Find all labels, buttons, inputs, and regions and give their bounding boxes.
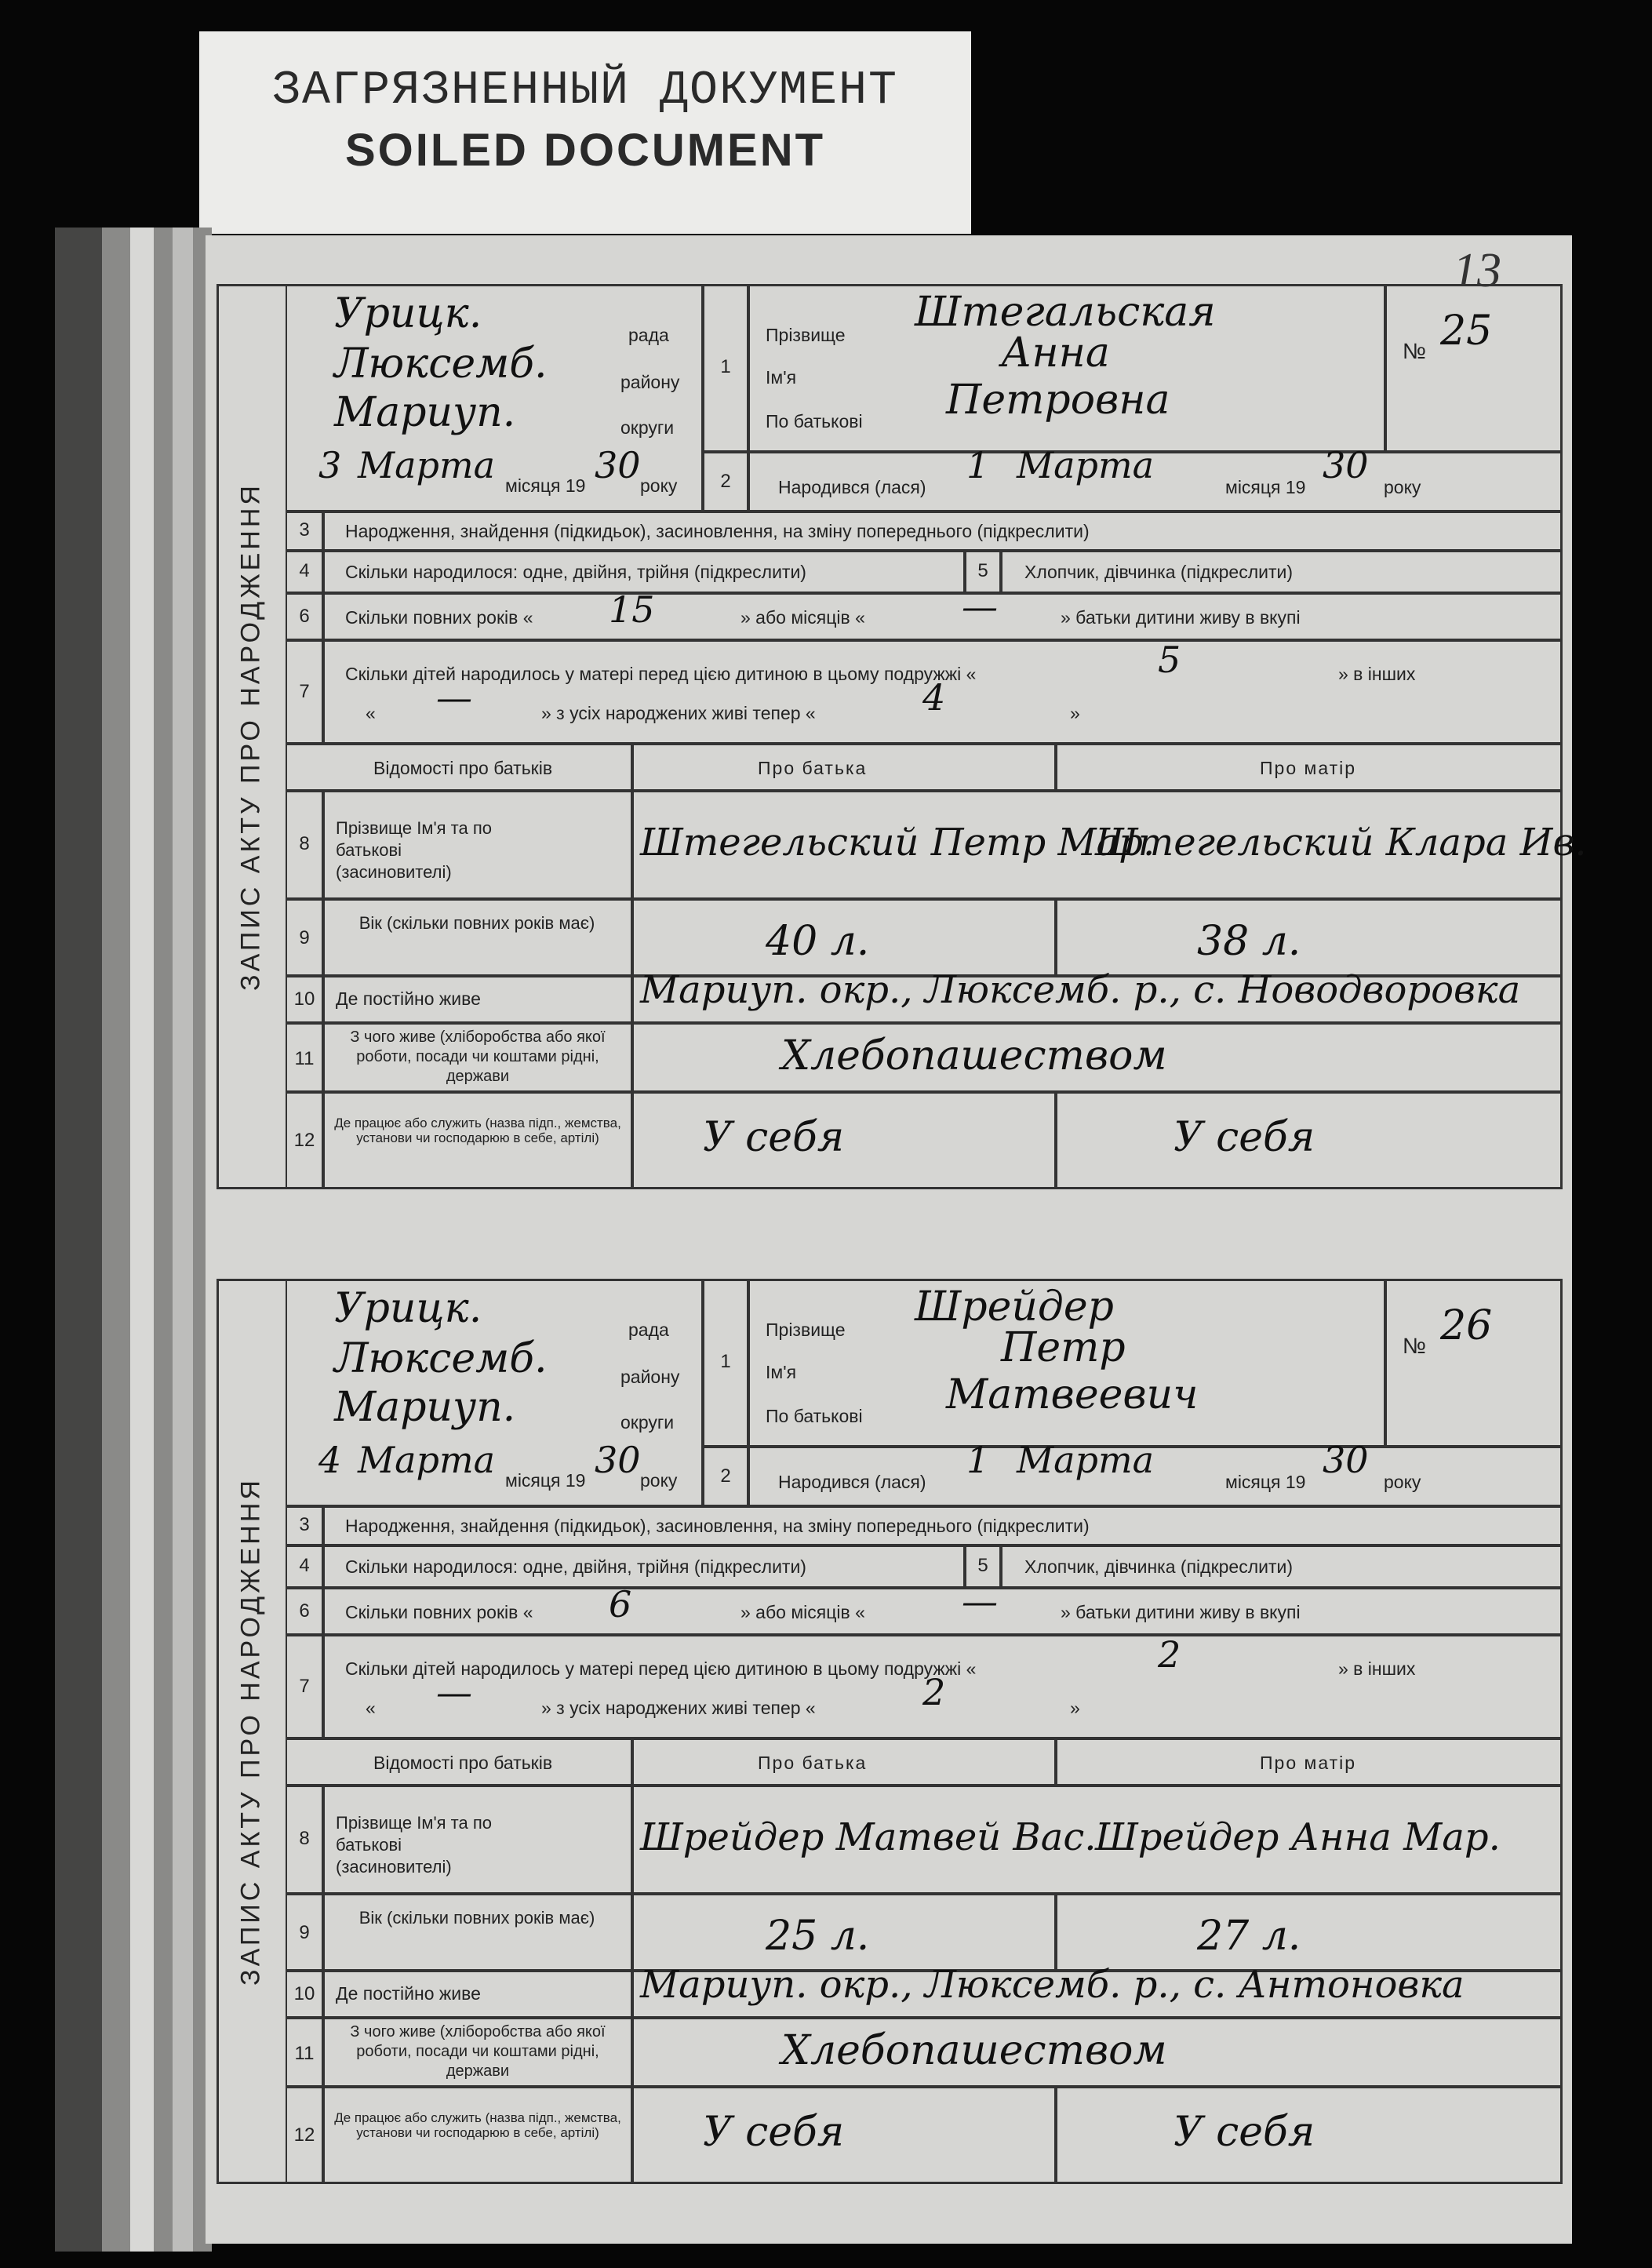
name-label: Ім'я <box>766 367 797 388</box>
mother-age: 27 л. <box>1197 1913 1301 1960</box>
row11-label: З чого живе (хліборобства або якої роботи, посади чи коштами рідні, держави <box>350 1028 606 1085</box>
record-number: 25 <box>1440 308 1493 355</box>
mother-header: Про матір <box>1260 1753 1357 1773</box>
row4-text: Скільки народилося: одне, двійня, трійня (підкреслити) <box>345 1556 806 1577</box>
row7-label-b: » в інших <box>1338 1658 1416 1679</box>
children-other-marriages: — <box>436 1671 472 1713</box>
row4-text: Скільки народилося: одне, двійня, трійня (підкреслити) <box>345 562 806 582</box>
reg-year: 30 <box>595 1439 641 1481</box>
father-header: Про батька <box>758 758 868 778</box>
row7-label-c: « <box>366 703 376 723</box>
children-other-marriages: — <box>436 676 472 719</box>
born-day: 1 <box>966 1439 990 1481</box>
row7-label-e: » <box>1070 1698 1080 1718</box>
born-year-label: року <box>1384 1472 1421 1492</box>
father-workplace: У себя <box>703 1114 845 1161</box>
reg-month: Марта <box>358 444 496 486</box>
okrug-value: Мариуп. <box>334 1384 516 1431</box>
row-number: 7 <box>299 681 310 702</box>
row8-label: Прізвище Ім'я та по батькові (засиновителі) <box>336 1813 492 1877</box>
rada-label: рада <box>628 1320 669 1340</box>
birth-record-1 <box>217 284 1587 1189</box>
record-side-title: ЗАПИС АКТУ ПРО НАРОДЖЕННЯ <box>235 482 266 991</box>
row7-label-e: » <box>1070 703 1080 723</box>
reg-year-label: року <box>640 1470 678 1491</box>
parents-info-header: Відомості про батьків <box>373 758 553 778</box>
rada-label: рада <box>628 325 669 345</box>
reg-month: Марта <box>358 1439 496 1481</box>
okrug-label: округи <box>620 417 675 438</box>
raion-value: Люксемб. <box>334 1335 548 1382</box>
mother-age: 38 л. <box>1197 918 1301 965</box>
page-number: 13 <box>1453 244 1501 297</box>
row6-label-c: » батьки дитини живу в вкупі <box>1061 1602 1301 1622</box>
born-year: 30 <box>1323 444 1369 486</box>
row-number: 11 <box>294 1048 315 1069</box>
mother-full-name: Штегельский Клара Ив. <box>1095 821 1587 865</box>
father-full-name: Шрейдер Матвей Вас. <box>640 1815 1097 1859</box>
soiled-document-stamp <box>199 31 971 234</box>
reg-month-label: місяця 19 <box>505 1470 586 1491</box>
born-label: Народився (лася) <box>778 477 926 497</box>
reg-day: 3 <box>318 444 342 486</box>
born-month-label: місяця 19 <box>1225 1472 1306 1492</box>
row-number: 12 <box>293 2124 315 2146</box>
row-number: 5 <box>977 560 988 581</box>
stamp-line-ru: ЗАГРЯЗНЕННЫЙ ДОКУМЕНТ <box>271 64 899 118</box>
row7-label-a: Скільки дітей народилось у матері перед цією дитиною в цьому подружжі « <box>345 1658 977 1679</box>
years-together: 6 <box>609 1583 632 1625</box>
mother-workplace: У себя <box>1174 1114 1315 1161</box>
years-together: 15 <box>609 588 655 631</box>
residence: Мариуп. окр., Люксемб. р., с. Новодворовка <box>640 968 1521 1012</box>
row7-label-d: » з усіх народжених живі тепер « <box>541 1698 816 1718</box>
row6-label-b: » або місяців « <box>740 607 865 628</box>
raion-label: району <box>620 1367 680 1387</box>
row3-text: Народження, знайдення (підкидьок), засиновлення, на зміну попереднього (підкреслити) <box>345 521 1090 541</box>
row-number: 3 <box>299 1514 310 1535</box>
reg-day: 4 <box>318 1439 342 1481</box>
row12-label: Де працює або служить (назва підп., жемства, установи чи господарюю в себе, артілі) <box>334 2110 621 2140</box>
residence: Мариуп. окр., Люксемб. р., с. Антоновка <box>640 1963 1465 2007</box>
reg-month-label: місяця 19 <box>505 475 586 496</box>
row6-label-b: » або місяців « <box>740 1602 865 1622</box>
patronymic-label: По батькові <box>766 411 863 431</box>
row-number: 11 <box>294 2043 315 2064</box>
row7-label-b: » в інших <box>1338 664 1416 684</box>
row-number: 10 <box>293 988 315 1010</box>
row-number: 8 <box>299 1828 310 1849</box>
children-this-marriage: 5 <box>1158 639 1181 681</box>
row-number: 10 <box>293 1983 315 2004</box>
row-number: 2 <box>720 1465 731 1487</box>
father-age: 40 л. <box>766 918 870 965</box>
occupation: Хлебопашеством <box>781 1032 1167 1079</box>
record-side-title: ЗАПИС АКТУ ПРО НАРОДЖЕННЯ <box>235 1477 266 1986</box>
row3-text: Народження, знайдення (підкидьок), засиновлення, на зміну попереднього (підкреслити) <box>345 1516 1090 1536</box>
occupation: Хлебопашеством <box>781 2027 1167 2074</box>
row-number: 6 <box>299 606 310 627</box>
children-alive: 4 <box>922 676 946 719</box>
surname-label: Прізвище <box>766 325 846 345</box>
row7-label-d: » з усіх народжених живі тепер « <box>541 703 816 723</box>
form-cell <box>1056 899 1563 976</box>
form-cell <box>1056 1894 1563 1971</box>
row5-text: Хлопчик, дівчинка (підкреслити) <box>1024 562 1294 582</box>
number-label: № <box>1403 1334 1427 1358</box>
born-label: Народився (лася) <box>778 1472 926 1492</box>
row-number: 12 <box>293 1130 315 1151</box>
row-number: 6 <box>299 1600 310 1622</box>
row-number: 2 <box>720 471 731 492</box>
parents-info-header: Відомості про батьків <box>373 1753 553 1773</box>
record-number: 26 <box>1440 1302 1493 1349</box>
row9-label: Вік (скільки повних років має) <box>358 1908 595 1928</box>
surname-label: Прізвище <box>766 1320 846 1340</box>
row6-label-a: Скільки повних років « <box>345 607 533 628</box>
father-age: 25 л. <box>766 1913 870 1960</box>
row6-label-c: » батьки дитини живу в вкупі <box>1061 607 1301 628</box>
mother-header: Про матір <box>1260 758 1357 778</box>
row11-label: З чого живе (хліборобства або якої роботи, посади чи коштами рідні, держави <box>350 2023 606 2080</box>
okrug-value: Мариуп. <box>334 389 516 436</box>
row-number: 4 <box>299 560 310 581</box>
row6-label-a: Скільки повних років « <box>345 1602 533 1622</box>
born-day: 1 <box>966 444 990 486</box>
row8-label: Прізвище Ім'я та по батькові (засиновителі) <box>336 818 492 882</box>
birth-record-2 <box>217 1279 1563 2184</box>
rada-value: Урицк. <box>334 290 482 337</box>
row-number: 1 <box>720 1351 731 1372</box>
father-header: Про батька <box>758 1753 868 1773</box>
row10-label: Де постійно живе <box>336 988 481 1009</box>
children-this-marriage: 2 <box>1158 1633 1181 1676</box>
form-cell <box>323 899 632 976</box>
reg-year: 30 <box>595 444 641 486</box>
book-binding <box>55 228 212 2252</box>
reg-year-label: року <box>640 475 678 496</box>
months-together: — <box>962 585 998 628</box>
row-number: 9 <box>299 1922 310 1943</box>
row-number: 4 <box>299 1555 310 1576</box>
stamp-line-en: SOILED DOCUMENT <box>344 125 826 176</box>
row7-label-a: Скільки дітей народилось у матері перед цією дитиною в цьому подружжі « <box>345 664 977 684</box>
row-number: 5 <box>977 1555 988 1576</box>
row-number: 1 <box>720 356 731 377</box>
row-number: 3 <box>299 519 310 541</box>
born-year-label: року <box>1384 477 1421 497</box>
born-month: Марта <box>1017 1439 1155 1481</box>
row12-label: Де працює або служить (назва підп., жемства, установи чи господарюю в себе, артілі) <box>334 1116 621 1145</box>
patronymic-label: По батькові <box>766 1406 863 1426</box>
row9-label: Вік (скільки повних років має) <box>358 913 595 933</box>
raion-label: району <box>620 372 680 392</box>
born-month-label: місяця 19 <box>1225 477 1306 497</box>
born-year: 30 <box>1323 1439 1369 1481</box>
mother-full-name: Шрейдер Анна Мар. <box>1095 1815 1501 1859</box>
children-alive: 2 <box>922 1671 946 1713</box>
rada-value: Урицк. <box>334 1285 482 1332</box>
number-label: № <box>1403 339 1427 363</box>
row10-label: Де постійно живе <box>336 1983 481 2004</box>
father-full-name: Штегельский Петр Мар. <box>640 821 1155 865</box>
surname-value: Шрейдер <box>915 1283 1114 1331</box>
row-number: 8 <box>299 833 310 854</box>
form-cell <box>323 1894 632 1971</box>
row5-text: Хлопчик, дівчинка (підкреслити) <box>1024 1556 1294 1577</box>
raion-value: Люксемб. <box>334 340 548 388</box>
row-number: 7 <box>299 1676 310 1697</box>
father-workplace: У себя <box>703 2109 845 2156</box>
row-number: 9 <box>299 927 310 948</box>
row7-label-c: « <box>366 1698 376 1718</box>
surname-value: Штегальская <box>915 289 1216 336</box>
name-value: Анна <box>1001 329 1110 377</box>
mother-workplace: У себя <box>1174 2109 1315 2156</box>
name-label: Ім'я <box>766 1362 797 1382</box>
born-month: Марта <box>1017 444 1155 486</box>
okrug-label: округи <box>620 1412 675 1433</box>
patronymic-value: Петровна <box>946 377 1170 424</box>
months-together: — <box>962 1580 998 1622</box>
name-value: Петр <box>1001 1324 1126 1371</box>
patronymic-value: Матвеевич <box>946 1371 1199 1418</box>
